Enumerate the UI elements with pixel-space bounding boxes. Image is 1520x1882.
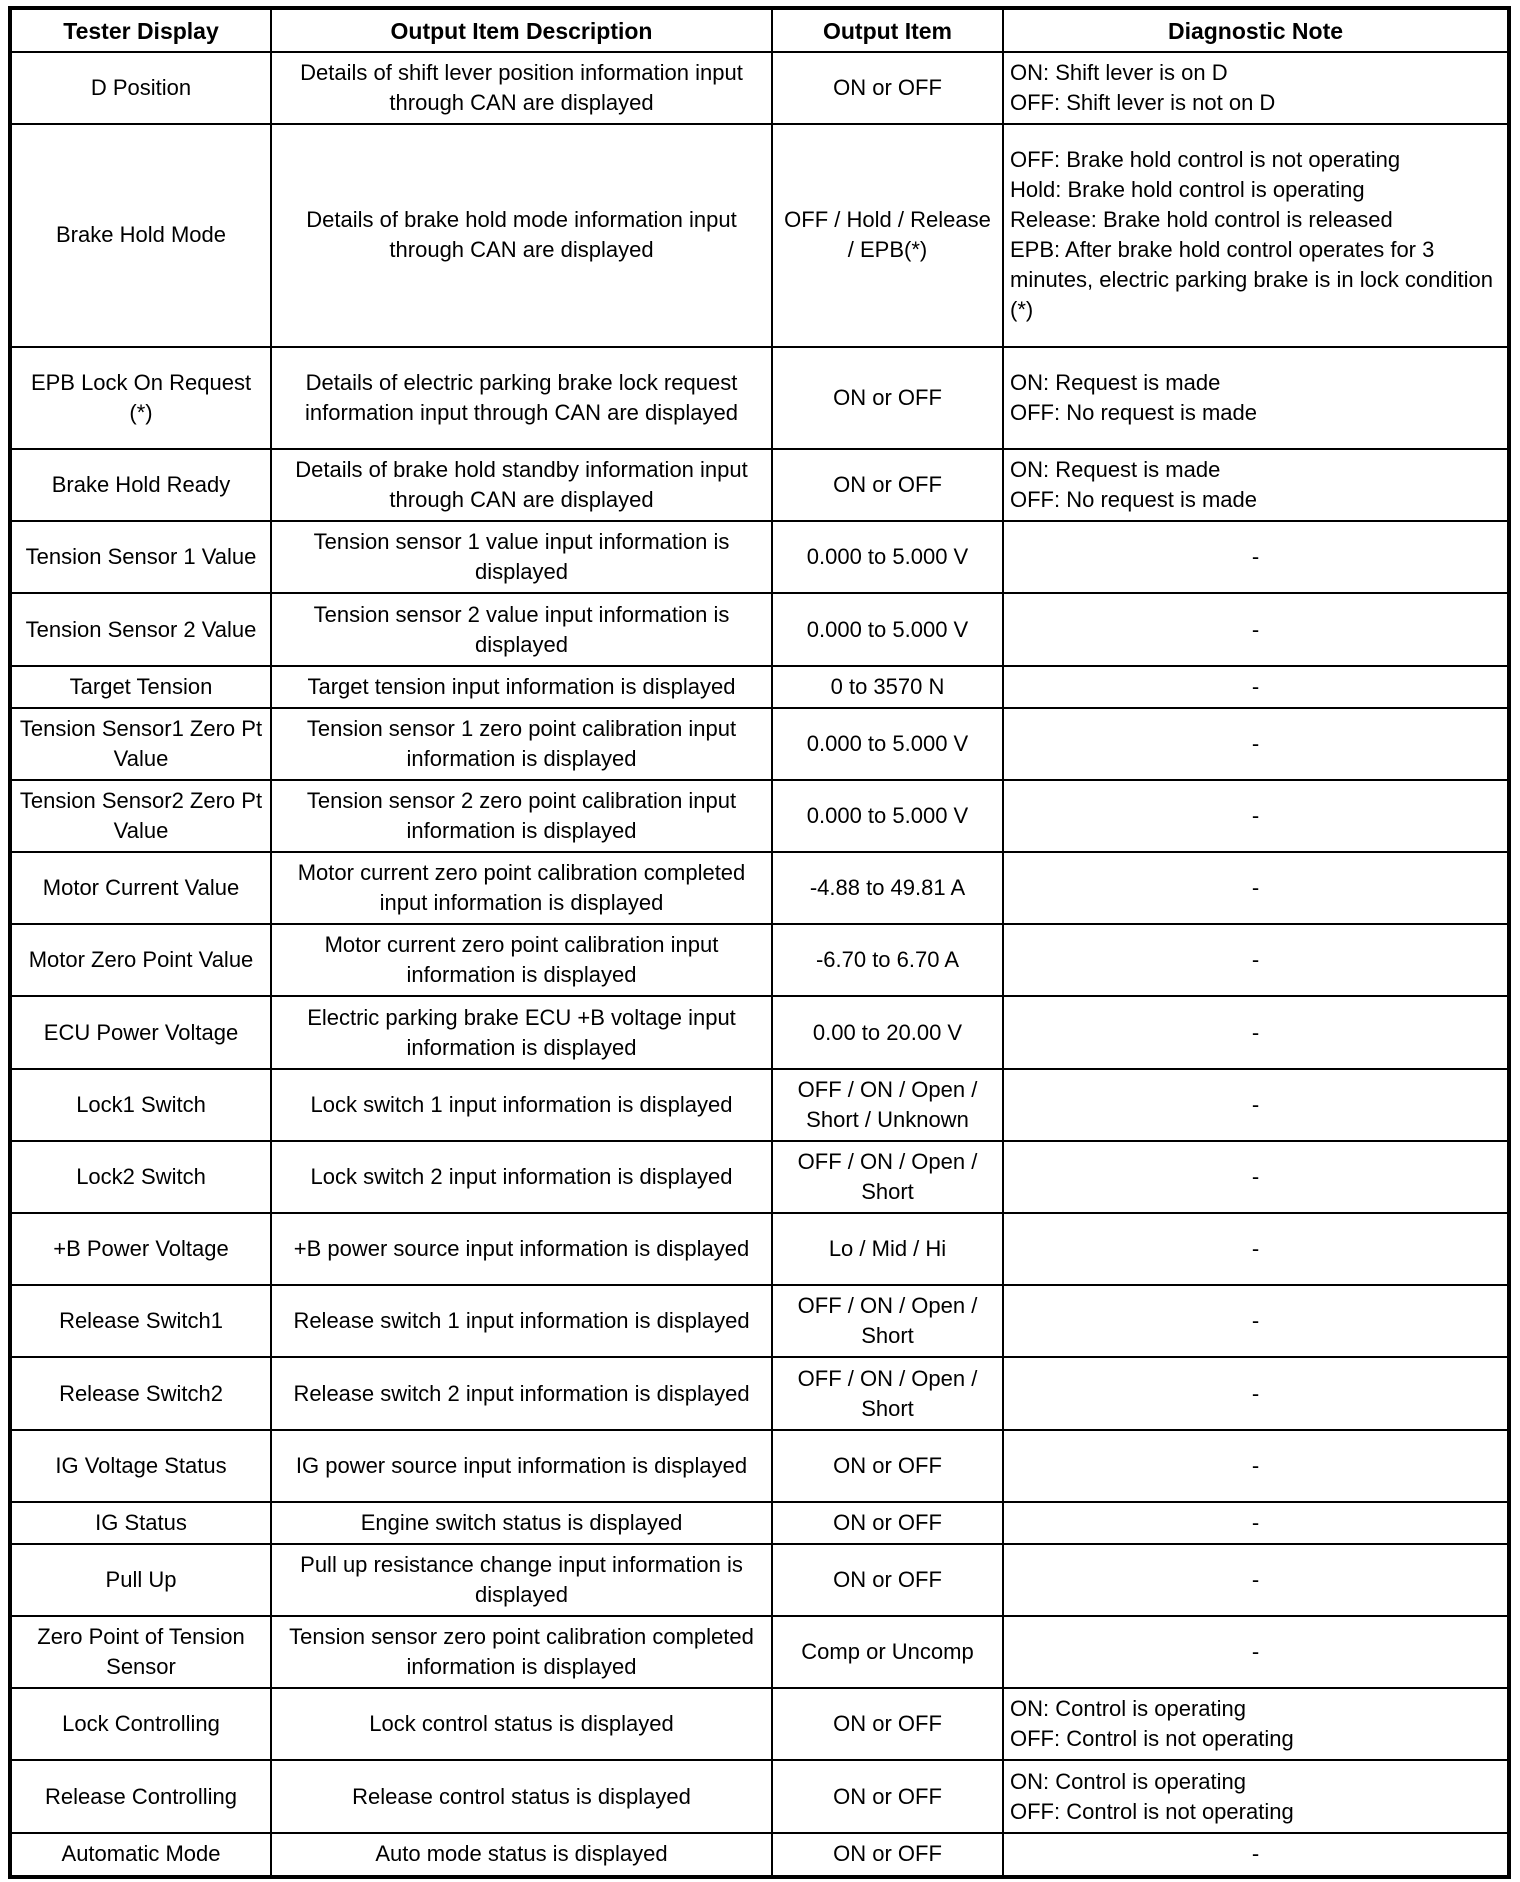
tester-display-cell: IG Status: [12, 1502, 271, 1544]
table-row: [12, 1502, 1507, 1544]
output-item-cell: -6.70 to 6.70 A: [772, 924, 1003, 996]
tester-display-cell: Lock1 Switch: [12, 1069, 271, 1141]
output-item-description-cell: Engine switch status is displayed: [271, 1502, 772, 1544]
output-item-cell: 0.000 to 5.000 V: [772, 708, 1003, 780]
table-row: [12, 449, 1507, 521]
output-item-description-cell: Lock switch 2 input information is displayed: [271, 1141, 772, 1213]
diagnostic-note-cell: -: [1003, 1616, 1507, 1688]
output-item-cell: ON or OFF: [772, 1544, 1003, 1616]
table-row: [12, 996, 1507, 1068]
output-item-description-cell: IG power source input information is displayed: [271, 1430, 772, 1502]
output-item-description-cell: Details of brake hold mode information input through CAN are displayed: [271, 124, 772, 347]
output-item-cell: ON or OFF: [772, 1760, 1003, 1832]
output-item-description-cell: Details of electric parking brake lock request information input through CAN are displayed: [271, 347, 772, 449]
output-item-description-cell: Release switch 2 input information is displayed: [271, 1357, 772, 1429]
output-item-cell: OFF / ON / Open / Short: [772, 1357, 1003, 1429]
table-row: [12, 1285, 1507, 1357]
output-item-description-cell: Tension sensor 2 value input information is displayed: [271, 593, 772, 665]
diagnostic-note-cell: -: [1003, 1430, 1507, 1502]
output-item-description-cell: Tension sensor zero point calibration completed information is displayed: [271, 1616, 772, 1688]
output-item-cell: ON or OFF: [772, 1688, 1003, 1760]
table-row: [12, 1357, 1507, 1429]
output-item-cell: ON or OFF: [772, 52, 1003, 124]
diagnostic-note-cell: ON: Control is operating OFF: Control is not operating: [1003, 1760, 1507, 1832]
output-item-cell: 0.000 to 5.000 V: [772, 593, 1003, 665]
diagnostic-note-cell: ON: Control is operating OFF: Control is not operating: [1003, 1688, 1507, 1760]
tester-display-cell: Pull Up: [12, 1544, 271, 1616]
tester-display-cell: Zero Point of Tension Sensor: [12, 1616, 271, 1688]
diagnostic-note-cell: -: [1003, 780, 1507, 852]
output-item-description-cell: Lock control status is displayed: [271, 1688, 772, 1760]
tester-display-cell: Release Switch2: [12, 1357, 271, 1429]
output-item-cell: ON or OFF: [772, 347, 1003, 449]
output-item-description-cell: Lock switch 1 input information is displayed: [271, 1069, 772, 1141]
diagnostic-note-cell: ON: Request is made OFF: No request is made: [1003, 347, 1507, 449]
diagnostic-note-cell: ON: Request is made OFF: No request is made: [1003, 449, 1507, 521]
output-item-description-cell: Pull up resistance change input information is displayed: [271, 1544, 772, 1616]
tester-display-cell: IG Voltage Status: [12, 1430, 271, 1502]
table-row: [12, 124, 1507, 347]
tester-display-cell: Lock Controlling: [12, 1688, 271, 1760]
table-row: [12, 593, 1507, 665]
header-row: [12, 10, 1507, 52]
diagnostic-note-cell: ON: Shift lever is on D OFF: Shift lever is not on D: [1003, 52, 1507, 124]
tester-data-table: [12, 10, 1507, 1875]
output-item-cell: 0.00 to 20.00 V: [772, 996, 1003, 1068]
table-row: [12, 1141, 1507, 1213]
diagnostic-note-cell: -: [1003, 1285, 1507, 1357]
output-item-cell: OFF / ON / Open / Short: [772, 1141, 1003, 1213]
diagnostic-note-cell: -: [1003, 521, 1507, 593]
tester-display-cell: Tension Sensor 1 Value: [12, 521, 271, 593]
diagnostic-note-cell: -: [1003, 996, 1507, 1068]
tester-display-cell: Automatic Mode: [12, 1833, 271, 1875]
tester-display-cell: Motor Current Value: [12, 852, 271, 924]
tester-display-cell: Release Switch1: [12, 1285, 271, 1357]
table-row: [12, 924, 1507, 996]
table-row: [12, 852, 1507, 924]
header-output-item: Output Item: [772, 10, 1003, 52]
tester-display-cell: Tension Sensor2 Zero Pt Value: [12, 780, 271, 852]
output-item-cell: OFF / ON / Open / Short: [772, 1285, 1003, 1357]
diagnostic-note-cell: -: [1003, 1833, 1507, 1875]
header-output-item-description: Output Item Description: [271, 10, 772, 52]
output-item-description-cell: Tension sensor 2 zero point calibration input information is displayed: [271, 780, 772, 852]
output-item-cell: ON or OFF: [772, 1833, 1003, 1875]
table-row: [12, 52, 1507, 124]
output-item-description-cell: Details of brake hold standby information input through CAN are displayed: [271, 449, 772, 521]
diagnostic-note-cell: -: [1003, 1213, 1507, 1285]
tester-display-cell: Release Controlling: [12, 1760, 271, 1832]
table-row: [12, 1544, 1507, 1616]
tester-display-cell: Tension Sensor1 Zero Pt Value: [12, 708, 271, 780]
tester-display-cell: Brake Hold Mode: [12, 124, 271, 347]
diagnostic-note-cell: -: [1003, 924, 1507, 996]
table-row: [12, 666, 1507, 708]
output-item-cell: 0 to 3570 N: [772, 666, 1003, 708]
table-row: [12, 347, 1507, 449]
output-item-cell: ON or OFF: [772, 1430, 1003, 1502]
tester-display-cell: D Position: [12, 52, 271, 124]
diagnostic-note-cell: -: [1003, 1141, 1507, 1213]
diagnostic-note-cell: -: [1003, 1544, 1507, 1616]
output-item-description-cell: Motor current zero point calibration input information is displayed: [271, 924, 772, 996]
output-item-description-cell: Tension sensor 1 zero point calibration input information is displayed: [271, 708, 772, 780]
table-row: [12, 1430, 1507, 1502]
output-item-cell: 0.000 to 5.000 V: [772, 521, 1003, 593]
output-item-description-cell: +B power source input information is displayed: [271, 1213, 772, 1285]
output-item-description-cell: Target tension input information is displayed: [271, 666, 772, 708]
tester-display-cell: EPB Lock On Request (*): [12, 347, 271, 449]
output-item-cell: -4.88 to 49.81 A: [772, 852, 1003, 924]
table-row: [12, 780, 1507, 852]
table-row: [12, 1760, 1507, 1832]
output-item-cell: OFF / Hold / Release / EPB(*): [772, 124, 1003, 347]
table-row: [12, 1833, 1507, 1875]
table-row: [12, 521, 1507, 593]
table-row: [12, 1069, 1507, 1141]
output-item-cell: ON or OFF: [772, 1502, 1003, 1544]
diagnostic-note-cell: -: [1003, 1069, 1507, 1141]
tester-display-cell: +B Power Voltage: [12, 1213, 271, 1285]
diagnostic-note-cell: -: [1003, 708, 1507, 780]
table-row: [12, 1688, 1507, 1760]
output-item-cell: OFF / ON / Open / Short / Unknown: [772, 1069, 1003, 1141]
output-item-description-cell: Tension sensor 1 value input information is displayed: [271, 521, 772, 593]
diagnostic-note-cell: -: [1003, 1502, 1507, 1544]
header-tester-display: Tester Display: [12, 10, 271, 52]
tester-display-cell: Target Tension: [12, 666, 271, 708]
data-list-sheet: [8, 6, 1511, 1879]
diagnostic-note-cell: -: [1003, 852, 1507, 924]
output-item-description-cell: Auto mode status is displayed: [271, 1833, 772, 1875]
tester-display-cell: Motor Zero Point Value: [12, 924, 271, 996]
tester-display-cell: ECU Power Voltage: [12, 996, 271, 1068]
output-item-cell: ON or OFF: [772, 449, 1003, 521]
output-item-description-cell: Details of shift lever position information input through CAN are displayed: [271, 52, 772, 124]
output-item-description-cell: Electric parking brake ECU +B voltage input information is displayed: [271, 996, 772, 1068]
tester-display-cell: Brake Hold Ready: [12, 449, 271, 521]
header-diagnostic-note: Diagnostic Note: [1003, 10, 1507, 52]
diagnostic-note-cell: -: [1003, 1357, 1507, 1429]
diagnostic-note-cell: -: [1003, 593, 1507, 665]
tester-display-cell: Lock2 Switch: [12, 1141, 271, 1213]
output-item-description-cell: Motor current zero point calibration completed input information is displayed: [271, 852, 772, 924]
output-item-cell: Lo / Mid / Hi: [772, 1213, 1003, 1285]
output-item-cell: 0.000 to 5.000 V: [772, 780, 1003, 852]
table-row: [12, 708, 1507, 780]
diagnostic-note-cell: -: [1003, 666, 1507, 708]
table-row: [12, 1616, 1507, 1688]
output-item-description-cell: Release control status is displayed: [271, 1760, 772, 1832]
output-item-cell: Comp or Uncomp: [772, 1616, 1003, 1688]
table-row: [12, 1213, 1507, 1285]
output-item-description-cell: Release switch 1 input information is displayed: [271, 1285, 772, 1357]
diagnostic-note-cell: OFF: Brake hold control is not operating Hold: Brake hold control is operating Release: Brake hold control is released EPB: After brake hold control operates for 3 minutes, electric parking brake is in lock condition (*): [1003, 124, 1507, 347]
tester-display-cell: Tension Sensor 2 Value: [12, 593, 271, 665]
